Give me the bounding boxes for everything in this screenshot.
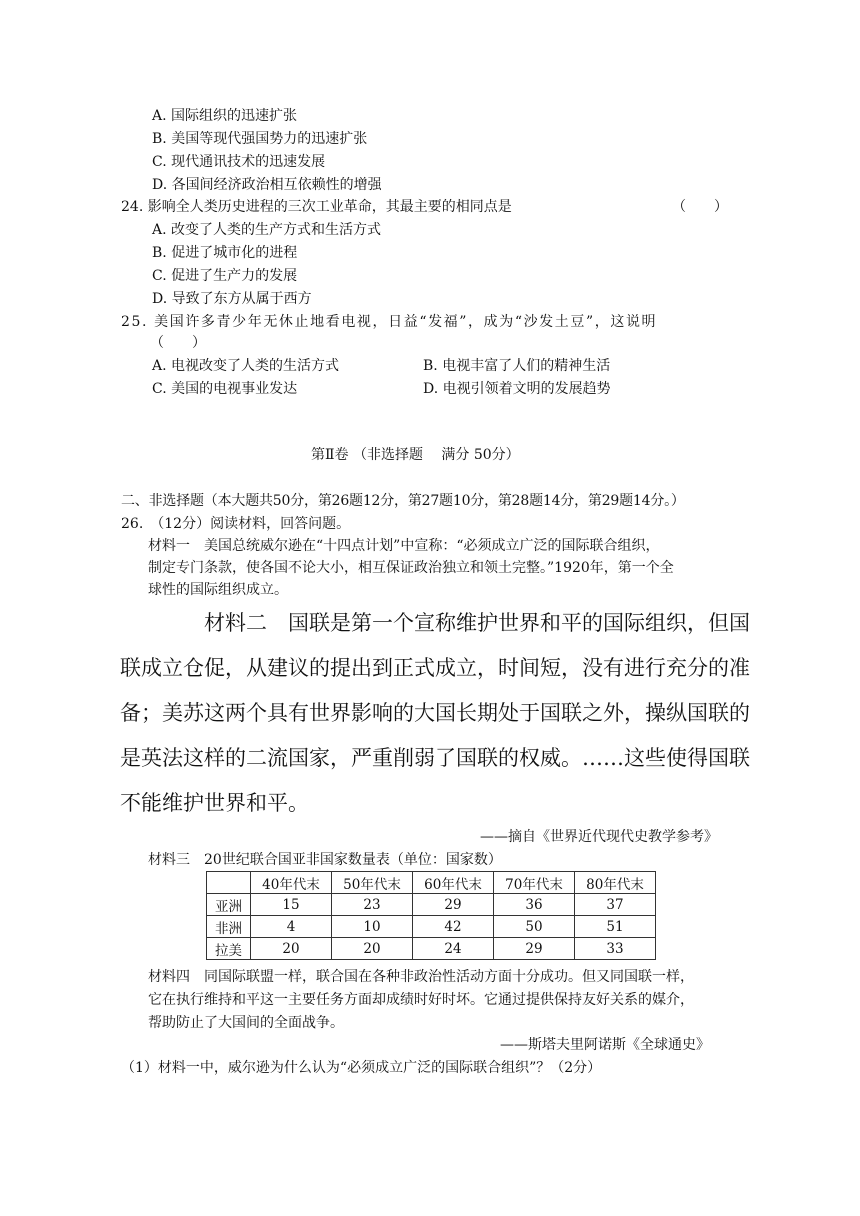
table-cell: 42 [413, 916, 494, 938]
table-cell: 4 [251, 916, 332, 938]
material-2-line-2: 联成立仓促，从建议的提出到正式成立，时间短，没有进行充分的准 [120, 656, 750, 680]
material-4-line-3: 帮助防止了大国间的全面战争。 [148, 1015, 344, 1031]
q24-option-a: A. 改变了人类的生产方式和生活方式 [152, 222, 382, 238]
table-cell: 37 [575, 894, 656, 916]
material-2-line-3: 备；美苏这两个具有世界影响的大国长期处于国联之外，操纵国联的 [120, 701, 750, 725]
section-title: 第Ⅱ卷 （非选择题 满分 50分） [311, 447, 520, 463]
q23-option-b: B. 美国等现代强国势力的迅速扩张 [152, 131, 368, 147]
material-2-line-4: 是英法这样的二流国家，严重削弱了国联的权威。……这些使得国联 [120, 746, 750, 770]
material-2-line-1: 材料二 国联是第一个宣称维护世界和平的国际组织，但国 [204, 611, 750, 635]
table-cell: 15 [251, 894, 332, 916]
material-2-source: ——摘自《世界近代现代史教学参考》 [480, 829, 718, 845]
q24-option-b: B. 促进了城市化的进程 [152, 245, 298, 261]
q24-option-c: C. 促进了生产力的发展 [152, 268, 298, 284]
table-header-cell: 70年代末 [494, 872, 575, 894]
q25-option-d: D. 电视引领着文明的发展趋势 [423, 381, 611, 397]
q25-option-c: C. 美国的电视事业发达 [152, 381, 298, 397]
table-cell: 23 [332, 894, 413, 916]
table-cell: 36 [494, 894, 575, 916]
material-2-line-5: 不能维护世界和平。 [120, 791, 309, 815]
table-header-row [207, 872, 656, 894]
q25-option-b: B. 电视丰富了人们的精神生活 [423, 358, 611, 374]
q24-answer-paren: （ ） [672, 199, 728, 215]
table-header-cell [207, 872, 251, 894]
table-header-cell: 80年代末 [575, 872, 656, 894]
table-cell: 29 [494, 938, 575, 960]
q24-option-d: D. 导致了东方从属于西方 [152, 291, 312, 307]
table-row [207, 916, 656, 938]
table-header-cell: 40年代末 [251, 872, 332, 894]
table-row-label: 非洲 [207, 916, 251, 938]
material-4-line-1: 材料四 同国际联盟一样，联合国在各种非政治性活动方面十分成功。但又同国联一样， [148, 969, 694, 985]
q23-option-a: A. 国际组织的迅速扩张 [152, 108, 298, 124]
table-row [207, 938, 656, 960]
q25-option-a: A. 电视改变了人类的生活方式 [152, 358, 340, 374]
table-row [207, 894, 656, 916]
q23-option-d: D. 各国间经济政治相互依赖性的增强 [152, 177, 382, 193]
q26-stem: 26. （12分）阅读材料，回答问题。 [121, 516, 351, 532]
material-4-line-2: 它在执行维持和平这一主要任务方面却成绩时好时坏。它通过提供保持友好关系的媒介， [148, 992, 694, 1008]
material-4-source: ——斯塔夫里阿诺斯《全球通史》 [500, 1037, 710, 1053]
table-row-label: 亚洲 [207, 894, 251, 916]
table-cell: 33 [575, 938, 656, 960]
section-intro: 二、非选择题（本大题共50分，第26题12分，第27题10分，第28题14分，第29题14分。） [121, 493, 685, 509]
table-row-label: 拉美 [207, 938, 251, 960]
table-cell: 50 [494, 916, 575, 938]
q25-answer-paren: （ ） [150, 335, 206, 351]
asia-africa-countries-table [206, 871, 656, 960]
q23-option-c: C. 现代通讯技术的迅速发展 [152, 154, 326, 170]
material-1-line-3: 球性的国际组织成立。 [148, 582, 288, 598]
table-header-cell: 50年代末 [332, 872, 413, 894]
table-cell: 29 [413, 894, 494, 916]
table-cell: 20 [251, 938, 332, 960]
material-1-line-1: 材料一 美国总统威尔逊在“十四点计划”中宣称：“必须成立广泛的国际联合组织， [148, 538, 660, 554]
table-header-cell: 60年代末 [413, 872, 494, 894]
q25-stem: 25. 美国许多青少年无休止地看电视，日益“发福”，成为“沙发土豆”，这说明 [121, 314, 658, 330]
q24-stem: 24. 影响全人类历史进程的三次工业革命，其最主要的相同点是 [121, 199, 512, 215]
sub-question-1: （1）材料一中，威尔逊为什么认为“必须成立广泛的国际联合组织”？（2分） [121, 1060, 602, 1076]
table-cell: 24 [413, 938, 494, 960]
material-1-line-2: 制定专门条款，使各国不论大小，相互保证政治独立和领土完整。”1920年，第一个全 [148, 560, 674, 576]
table-cell: 10 [332, 916, 413, 938]
table-cell: 20 [332, 938, 413, 960]
material-3-title: 材料三 20世纪联合国亚非国家数量表（单位：国家数） [148, 852, 502, 868]
table-cell: 51 [575, 916, 656, 938]
